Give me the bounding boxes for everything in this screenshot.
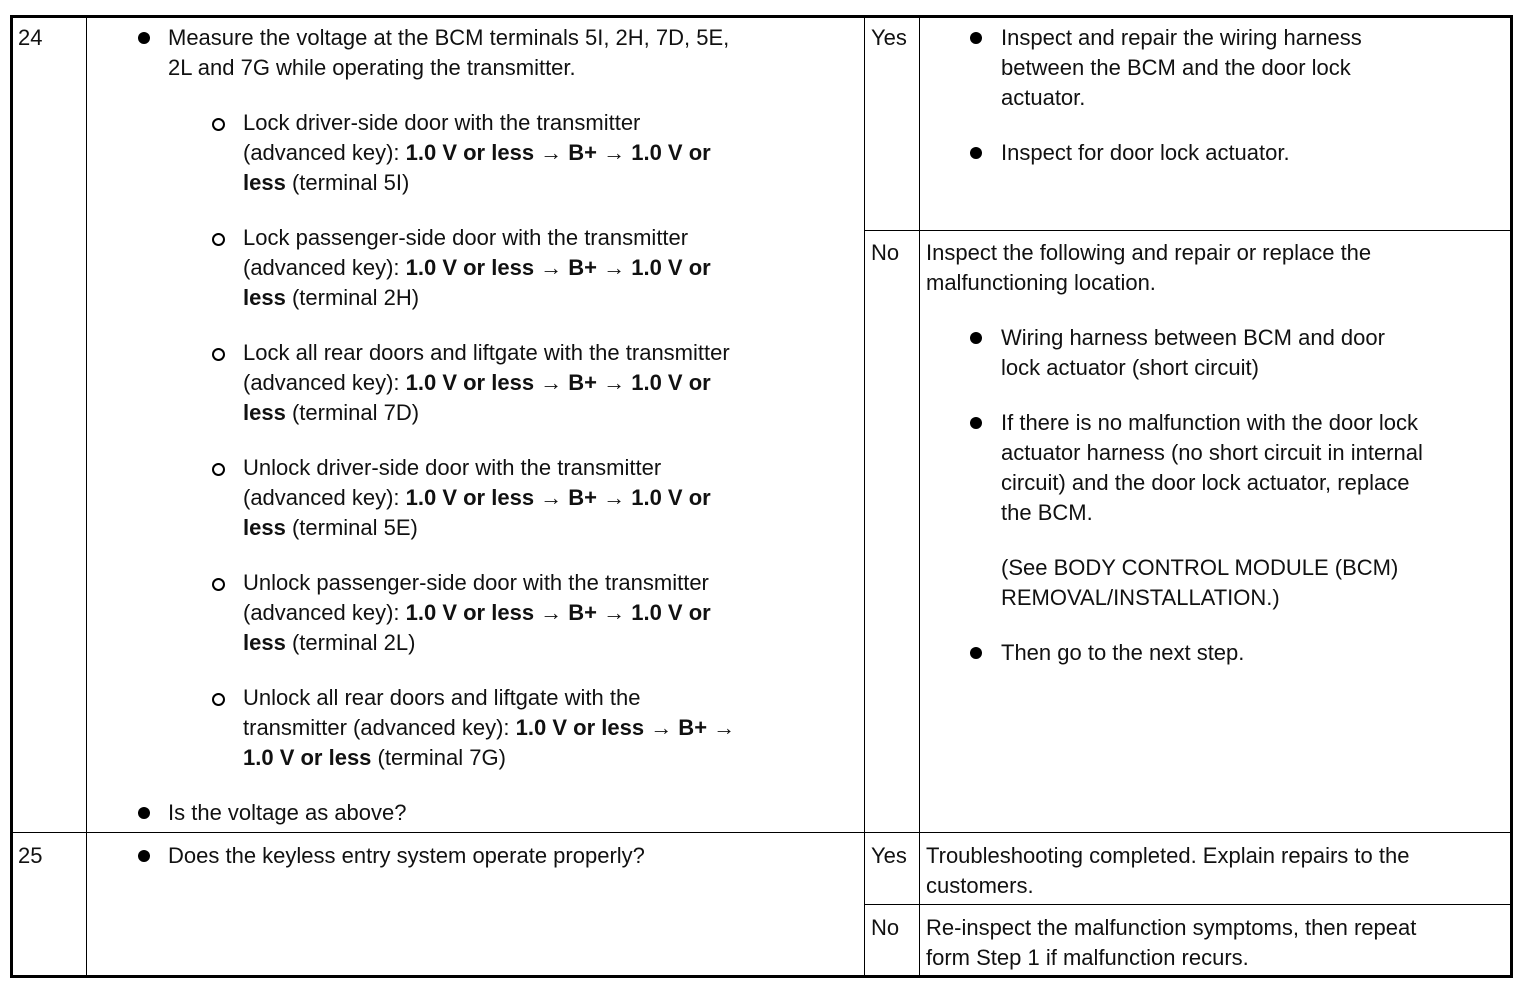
sub-item-line: (advanced key): 1.0 V or less → B+ → 1.0 V or xyxy=(243,140,711,165)
bullet-icon xyxy=(138,850,150,862)
sub-item-line: Unlock passenger-side door with the transmitter xyxy=(243,570,709,595)
sub-item-line: less (terminal 2H) xyxy=(243,285,420,310)
no-action-line: Wiring harness between BCM and door xyxy=(1001,325,1385,350)
circle-bullet-icon xyxy=(212,348,225,361)
yes-result-line: Troubleshooting completed. Explain repairs to the xyxy=(926,843,1410,868)
instruction-line: Measure the voltage at the BCM terminals 5I, 2H, 7D, 5E, xyxy=(168,25,730,50)
no-result-line: Re-inspect the malfunction symptoms, then repeat xyxy=(926,915,1417,940)
yes-label: Yes xyxy=(871,843,907,868)
bullet-icon xyxy=(970,32,982,44)
sub-item-line: Lock passenger-side door with the transmitter xyxy=(243,225,689,250)
bullet-icon xyxy=(138,807,150,819)
sub-item-line: (advanced key): 1.0 V or less → B+ → 1.0 V or xyxy=(243,600,711,625)
yes-action-line: Inspect and repair the wiring harness xyxy=(1001,25,1362,50)
sub-item-line: (advanced key): 1.0 V or less → B+ → 1.0 V or xyxy=(243,370,711,395)
sub-item-line: Lock driver-side door with the transmitter xyxy=(243,110,641,135)
yes-action-line: Inspect for door lock actuator. xyxy=(1001,140,1290,165)
sub-item-line: less (terminal 2L) xyxy=(243,630,416,655)
yes-action-line: actuator. xyxy=(1001,85,1086,110)
row-divider-24-yes-no xyxy=(864,230,1511,231)
no-intro-line: malfunctioning location. xyxy=(926,270,1156,295)
instruction-question: Is the voltage as above? xyxy=(168,800,407,825)
bullet-icon xyxy=(970,417,982,429)
yes-label: Yes xyxy=(871,25,907,50)
sub-item-line: less (terminal 7D) xyxy=(243,400,420,425)
reference-note: (See BODY CONTROL MODULE (BCM) xyxy=(1001,555,1399,580)
bullet-icon xyxy=(970,147,982,159)
no-result-line: form Step 1 if malfunction recurs. xyxy=(926,945,1249,970)
bullet-icon xyxy=(970,647,982,659)
circle-bullet-icon xyxy=(212,118,225,131)
no-action-line: If there is no malfunction with the door lock xyxy=(1001,410,1418,435)
step-number: 24 xyxy=(18,25,43,50)
col-divider-action xyxy=(864,15,865,978)
col-divider-step xyxy=(86,15,87,978)
sub-item-line: Unlock all rear doors and liftgate with the xyxy=(243,685,641,710)
no-label: No xyxy=(871,240,900,265)
instruction-question: Does the keyless entry system operate properly? xyxy=(168,843,645,868)
row-divider-24-25 xyxy=(10,832,1511,833)
bullet-icon xyxy=(138,32,150,44)
circle-bullet-icon xyxy=(212,233,225,246)
sub-item-line: (advanced key): 1.0 V or less → B+ → 1.0 V or xyxy=(243,255,711,280)
sub-item-line: transmitter (advanced key): 1.0 V or less → B+ → xyxy=(243,715,736,740)
no-label: No xyxy=(871,915,900,940)
no-intro-line: Inspect the following and repair or replace the xyxy=(926,240,1372,265)
step-number: 25 xyxy=(18,843,43,868)
instruction-line: 2L and 7G while operating the transmitter. xyxy=(168,55,576,80)
sub-item-line: less (terminal 5I) xyxy=(243,170,410,195)
row-divider-25-yes-no xyxy=(864,904,1511,905)
no-action-line: circuit) and the door lock actuator, replace xyxy=(1001,470,1410,495)
bullet-icon xyxy=(970,332,982,344)
no-action-line: actuator harness (no short circuit in internal xyxy=(1001,440,1423,465)
yes-action-line: between the BCM and the door lock xyxy=(1001,55,1351,80)
sub-item-line: 1.0 V or less (terminal 7G) xyxy=(243,745,506,770)
sub-item-line: Unlock driver-side door with the transmitter xyxy=(243,455,662,480)
yes-result-line: customers. xyxy=(926,873,1034,898)
no-action-line: lock actuator (short circuit) xyxy=(1001,355,1259,380)
no-action-line: the BCM. xyxy=(1001,500,1093,525)
sub-item-line: (advanced key): 1.0 V or less → B+ → 1.0 V or xyxy=(243,485,711,510)
col-divider-result xyxy=(919,15,920,978)
circle-bullet-icon xyxy=(212,578,225,591)
circle-bullet-icon xyxy=(212,693,225,706)
no-action-line: Then go to the next step. xyxy=(1001,640,1245,665)
reference-note: REMOVAL/INSTALLATION.) xyxy=(1001,585,1280,610)
circle-bullet-icon xyxy=(212,463,225,476)
sub-item-line: Lock all rear doors and liftgate with the transmitter xyxy=(243,340,730,365)
sub-item-line: less (terminal 5E) xyxy=(243,515,418,540)
